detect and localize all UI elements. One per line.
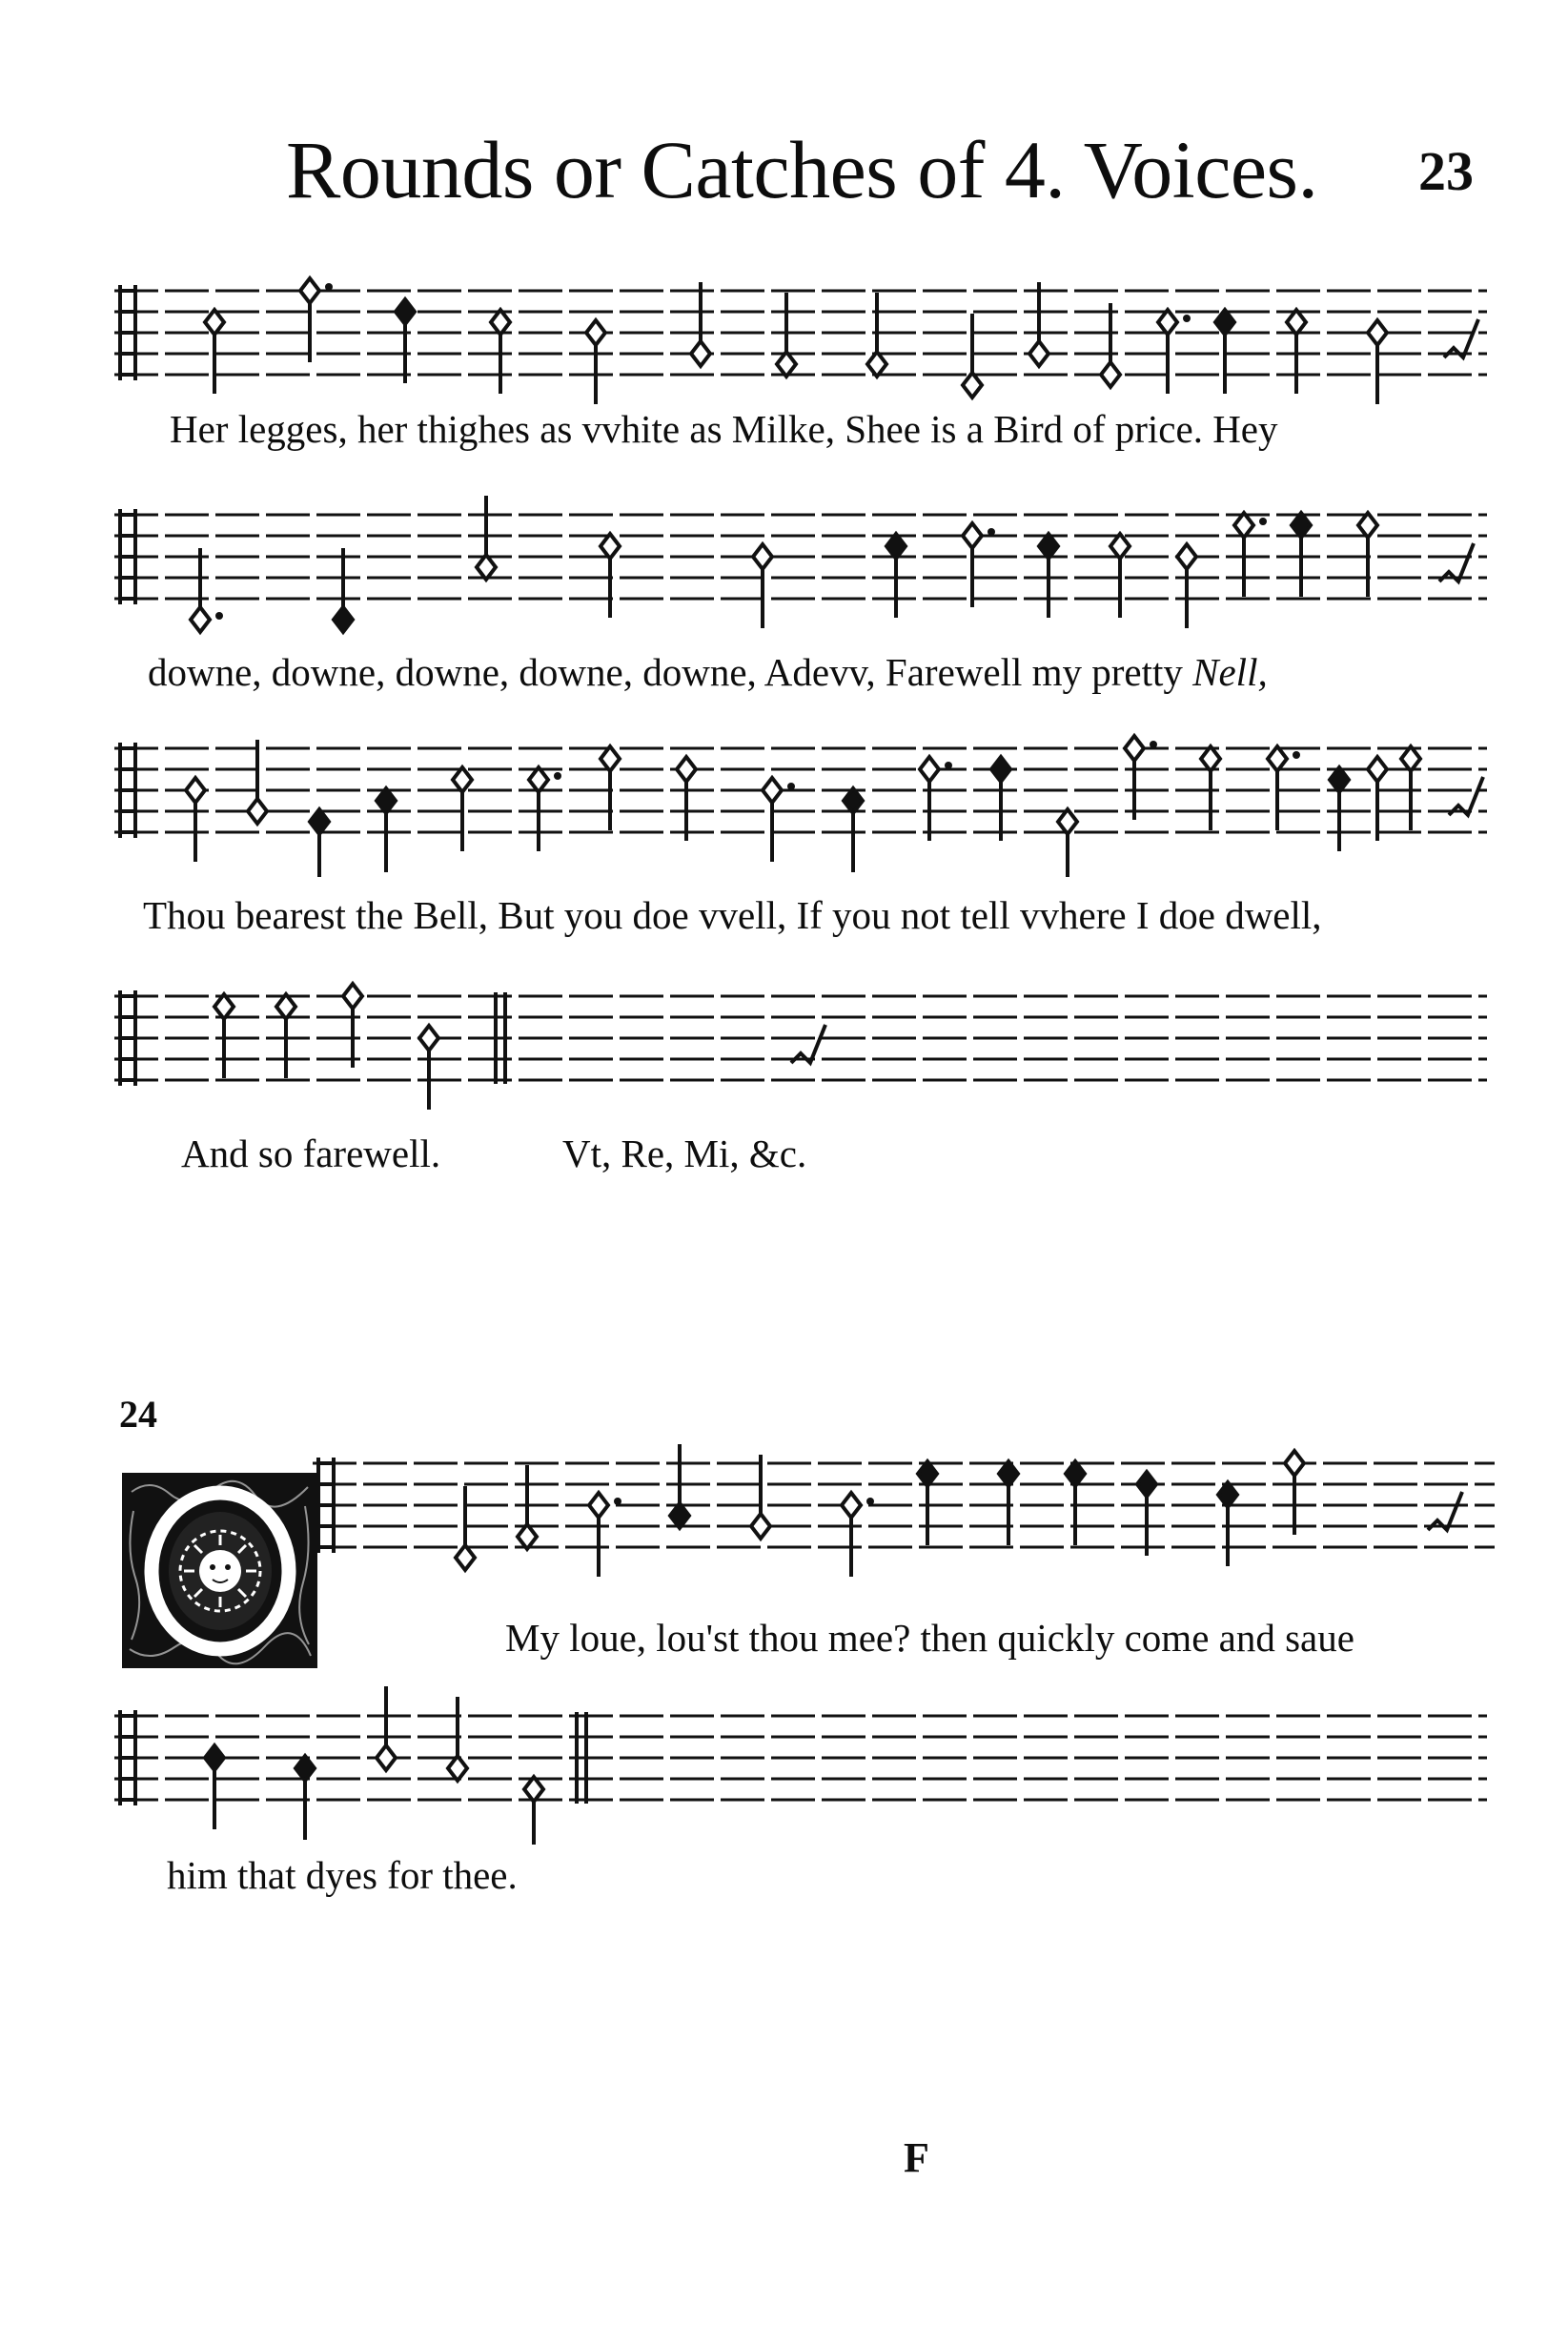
decorated-initial [122, 1473, 317, 1668]
lyrics-line-4b: Vt, Re, Mi, &c. [562, 1132, 807, 1175]
staff-svg [114, 1678, 1487, 1845]
note-glyph [295, 1756, 315, 1840]
note-glyph [1234, 513, 1267, 597]
music-staff-3 [114, 710, 1487, 877]
note-glyph [1358, 513, 1377, 597]
music-staff-5 [313, 1425, 1495, 1592]
page-number: 23 [1418, 140, 1474, 202]
note-glyph [1401, 746, 1420, 830]
note-glyph [1029, 282, 1049, 366]
note-glyph [396, 299, 415, 383]
page-header [0, 112, 1568, 227]
note-glyph [453, 767, 472, 851]
lyrics-line-6: him that dyes for thee. [167, 1853, 518, 1897]
note-glyph [867, 293, 886, 377]
staff-svg [114, 253, 1487, 419]
note-glyph [1039, 534, 1058, 618]
note-glyph [377, 1686, 396, 1770]
note-glyph [918, 1461, 937, 1545]
note-glyph [1058, 809, 1077, 877]
note-glyph [377, 788, 396, 872]
note-glyph [518, 1465, 537, 1549]
music-staff-2 [114, 477, 1487, 643]
note-glyph [753, 544, 772, 628]
note-glyph [491, 310, 510, 394]
lyrics-line-5: My loue, lou'st thou mee? then quickly come and saue [505, 1616, 1354, 1660]
lyrics-line-2-italic: Nell, [1192, 650, 1268, 694]
note-glyph [477, 496, 496, 580]
note-glyph [343, 984, 362, 1068]
lyrics-line-3: Thou bearest the Bell, But you doe vvell, If you not tell vvhere I doe dwell, [143, 893, 1322, 937]
note-glyph [1137, 1472, 1156, 1556]
music-staff-6 [114, 1678, 1487, 1845]
note-glyph [1177, 544, 1196, 628]
note-glyph [310, 809, 329, 877]
staff-svg [313, 1425, 1495, 1592]
note-glyph [205, 310, 224, 394]
note-glyph [419, 1026, 438, 1110]
note-glyph [1215, 310, 1234, 394]
note-glyph [1368, 757, 1387, 841]
note-glyph [529, 767, 561, 851]
staff-svg [114, 710, 1487, 877]
staff-svg [114, 477, 1487, 643]
note-glyph [214, 994, 234, 1078]
note-glyph [1066, 1461, 1085, 1545]
music-staff-4 [114, 958, 1487, 1125]
note-glyph [448, 1697, 467, 1781]
note-glyph [1292, 513, 1311, 597]
lyrics-line-4a: And so farewell. [181, 1132, 441, 1175]
note-glyph [691, 282, 710, 366]
catchword: F [904, 2134, 929, 2181]
note-glyph [886, 534, 906, 618]
note-glyph [1201, 746, 1220, 830]
note-glyph [999, 1461, 1018, 1545]
note-glyph [248, 740, 267, 824]
note-glyph [191, 548, 223, 632]
note-glyph [1110, 534, 1130, 618]
note-glyph [205, 1745, 224, 1829]
note-glyph [601, 534, 620, 618]
note-glyph [334, 548, 353, 632]
note-glyph [991, 757, 1010, 841]
note-glyph [1285, 1451, 1304, 1535]
note-glyph [1368, 320, 1387, 404]
note-glyph [1330, 767, 1349, 851]
note-glyph [751, 1455, 770, 1539]
music-staff-1 [114, 253, 1487, 419]
page-title: Rounds or Catches of 4. Voices. [286, 124, 1318, 215]
note-glyph [777, 293, 796, 377]
note-glyph [963, 314, 982, 398]
note-glyph [1287, 310, 1306, 394]
note-glyph [586, 320, 605, 404]
note-glyph [276, 994, 295, 1078]
lyrics-line-1: Her legges, her thighes as vvhite as Milke, Shee is a Bird of price. Hey [170, 407, 1278, 451]
note-glyph [601, 746, 620, 830]
note-glyph [1268, 746, 1300, 830]
note-glyph [844, 788, 863, 872]
note-glyph [524, 1777, 543, 1845]
note-glyph [677, 757, 696, 841]
note-glyph [670, 1444, 689, 1528]
note-glyph [1158, 310, 1191, 394]
note-glyph [186, 778, 205, 862]
note-glyph [456, 1486, 475, 1570]
song-number: 24 [119, 1393, 157, 1436]
lyrics-line-2-text: downe, downe, downe, downe, downe, Adevv, Farewell my pretty [148, 650, 1183, 694]
staff-svg [114, 958, 1487, 1125]
note-glyph [1101, 303, 1120, 387]
lyrics-line-2 [148, 648, 1268, 696]
note-glyph [1218, 1482, 1237, 1566]
